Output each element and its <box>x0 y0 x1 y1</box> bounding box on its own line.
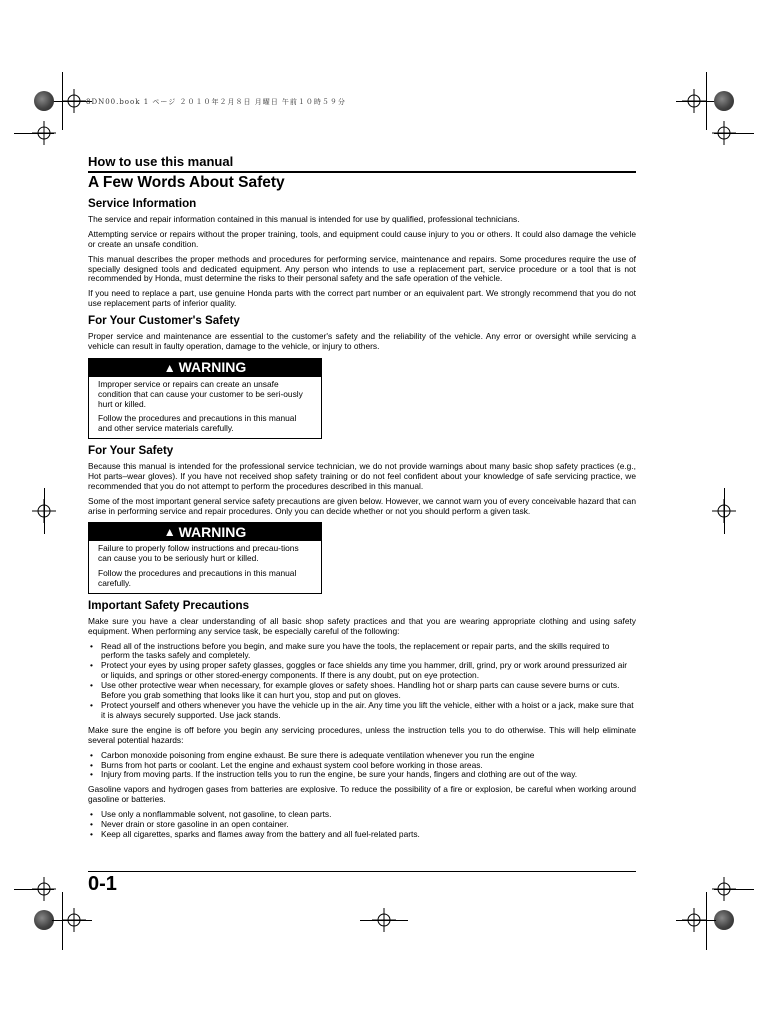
list-item: • Injury from moving parts. If the instruction tells you to run the engine, be sure your hands, fingers and clothing are out of the way. <box>88 770 636 780</box>
section-title: How to use this manual <box>88 154 234 169</box>
file-header: 8DN00.book 1 ページ ２０１０年２月８日 月曜日 午前１０時５９分 <box>86 98 346 106</box>
crop-mark <box>714 133 754 134</box>
crop-mark <box>14 889 54 890</box>
bullet-list <box>88 751 636 781</box>
service-info-heading: Service Information <box>88 197 197 211</box>
warning-label: WARNING <box>178 524 247 541</box>
list-item: • Never drain or store gasoline in an open container. <box>88 820 636 830</box>
crop-mark <box>724 488 725 534</box>
warning-box <box>88 522 322 594</box>
crop-mark <box>360 920 408 921</box>
page-content <box>88 174 636 845</box>
registration-target-icon <box>62 89 86 113</box>
warning-text: Failure to properly follow instructions and precau-tions can cause you to be seriously hurt or killed. <box>98 543 299 564</box>
crop-mark <box>706 892 707 950</box>
paragraph: Because this manual is intended for the professional service technician, we do not provide warnings about many basic shop safety practices (e.g., Hot parts–wear gloves). If you have not received shop safety training or do not feel confident about your knowledge of safe servicing practice, we recommended that you do not attempt to perform the procedures described in this manual. <box>88 460 636 491</box>
warning-label: WARNING <box>178 359 247 376</box>
registration-dot <box>34 910 54 930</box>
warning-text: Improper service or repairs can create an unsafe condition that can cause your customer to be seri-ously hurt or killed. <box>98 378 303 409</box>
list-item: • Burns from hot parts or coolant. Let the engine and exhaust system cool before working in those areas. <box>88 761 636 771</box>
paragraph: The service and repair information contained in this manual is intended for use by qualified, professional technicians. <box>88 213 520 224</box>
paragraph: If you need to replace a part, use genuine Honda parts with the correct part number or an equivalent part. We strongly recommend that you do not use replacement parts of inferior quality. <box>88 288 636 309</box>
list-item: • Protect yourself and others whenever you have the vehicle up in the air. Any time you lift the vehicle, either with a hoist or a jack, make sure that it is always securely supported. Use jack stands. <box>88 701 636 721</box>
warning-header <box>89 359 321 377</box>
crop-mark <box>676 920 716 921</box>
paragraph: Attempting service or repairs without the proper training, tools, and equipment could cause injury to you or others. It could also damage the vehicle or create an unsafe condition. <box>88 228 636 249</box>
paragraph: Make sure the engine is off before you begin any servicing procedures, unless the instruction tells you to do otherwise. This will help eliminate several potential hazards: <box>88 724 636 745</box>
registration-dot <box>714 91 734 111</box>
your-safety-heading: For Your Safety <box>88 444 174 458</box>
bullet-list <box>88 810 636 840</box>
bullet-list <box>88 642 636 721</box>
paragraph: Some of the most important general service safety precautions are given below. However, we cannot warn you of every conceivable hazard that can arise in performing service and repair procedures. Only you can decide whether or not you should perform a given task. <box>88 495 636 516</box>
header-rule <box>88 171 636 173</box>
list-item: • Read all of the instructions before you begin, and make sure you have the tools, the replacement or repair parts, and the skills required to perform the tasks safely and completely. <box>88 642 636 662</box>
paragraph: Proper service and maintenance are essential to the customer's safety and the reliability of the vehicle. Any error or oversight while servicing a vehicle can result in faulty operation, damage to the vehicle, or injury to others. <box>88 330 636 351</box>
crop-mark <box>714 889 754 890</box>
crop-mark <box>44 488 45 534</box>
page-number: 0-1 <box>88 873 117 895</box>
warning-box <box>88 358 322 440</box>
customer-safety-heading: For Your Customer's Safety <box>88 314 240 328</box>
warning-text: Follow the procedures and precautions in this manual and other service materials carefully. <box>98 413 297 434</box>
paragraph: Make sure you have a clear understanding of all basic shop safety practices and that you are wearing appropriate clothing and using safety equipment. When performing any service task, be especially careful of the following: <box>88 615 636 636</box>
list-item: • Keep all cigarettes, sparks and flames away from the battery and all fuel-related parts. <box>88 830 636 840</box>
list-item: • Use other protective wear when necessary, for example gloves or safety shoes. Handling hot or sharp parts can cause severe burns or cuts. Before you grab something that looks like it can hurt you, stop and put on gloves. <box>88 681 636 701</box>
precautions-heading: Important Safety Precautions <box>88 599 250 613</box>
registration-target-icon <box>682 89 706 113</box>
warning-header <box>89 523 321 541</box>
paragraph: Gasoline vapors and hydrogen gases from batteries are explosive. To reduce the possibility of a fire or explosion, be careful when working around gasoline or batteries. <box>88 784 636 805</box>
crop-mark <box>14 133 54 134</box>
crop-mark <box>52 920 92 921</box>
list-item: • Carbon monoxide poisoning from engine exhaust. Be sure there is adequate ventilation whenever you run the engine <box>88 751 636 761</box>
paragraph: This manual describes the proper methods and procedures for performing service, maintenance and repairs. Some procedures require the use of specially designed tools and dedicated equipment. Any person who intends to use a replacement part, service procedure or a tool that is not recommended by Honda, must determine the risks to their personal safety and the safe operation of the vehicle. <box>88 253 636 284</box>
page-title: A Few Words About Safety <box>88 174 285 191</box>
list-item: • Use only a nonflammable solvent, not gasoline, to clean parts. <box>88 810 636 820</box>
warning-text: Follow the procedures and precautions in this manual carefully. <box>98 568 297 589</box>
registration-dot <box>34 91 54 111</box>
footer-rule <box>88 871 636 872</box>
warning-triangle-icon: ▲ <box>163 525 176 540</box>
crop-mark <box>62 892 63 950</box>
list-item: • Protect your eyes by using proper safety glasses, goggles or face shields any time you hammer, drill, grind, pry or work around pressurized air or liquids, and springs or other stored-energy components. If there is any doubt, put on eye protection. <box>88 661 636 681</box>
registration-dot <box>714 910 734 930</box>
warning-triangle-icon: ▲ <box>163 360 176 375</box>
